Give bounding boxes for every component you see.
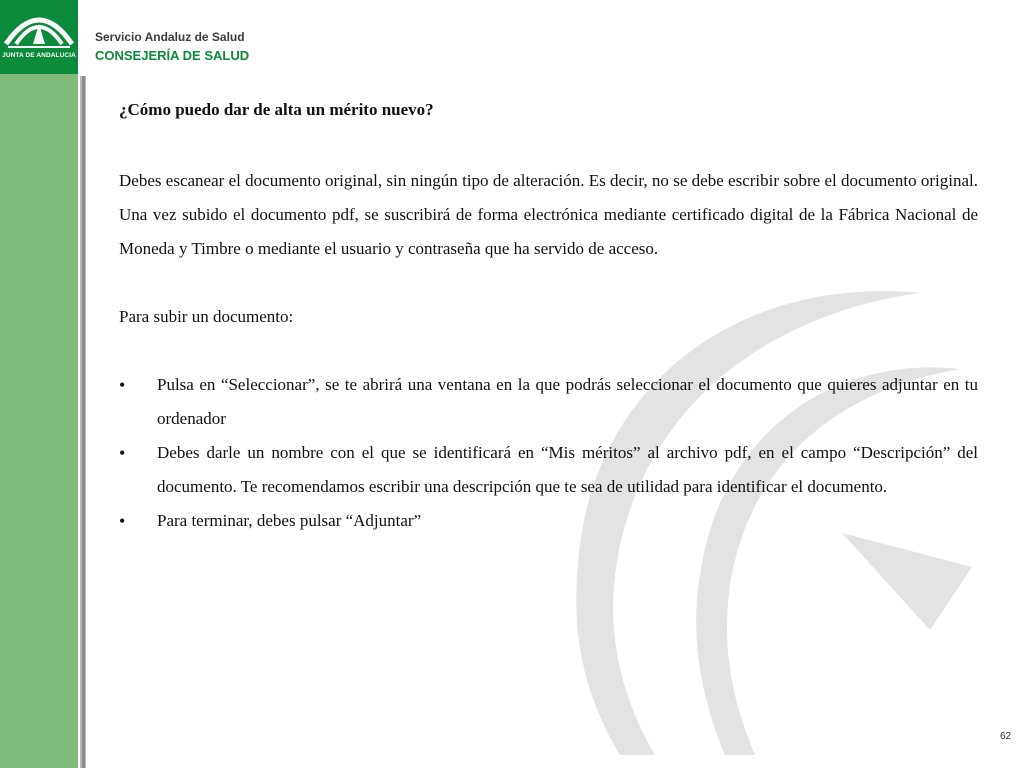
bullet-dot: • xyxy=(119,375,126,395)
org-name-consejeria: CONSEJERÍA DE SALUD xyxy=(95,48,250,63)
bullet-dot: • xyxy=(119,443,126,463)
list-item xyxy=(119,504,978,538)
bullet-dot: • xyxy=(119,511,126,531)
spacer xyxy=(119,334,978,368)
page-title: ¿Cómo puedo dar de alta un mérito nuevo? xyxy=(119,100,434,119)
junta-de-andalucia-arch-icon xyxy=(0,0,78,74)
spacer xyxy=(119,124,978,164)
org-name-servicio: Servicio Andaluz de Salud xyxy=(95,30,245,44)
main-content xyxy=(119,96,978,538)
left-green-bar xyxy=(0,0,78,768)
junta-logo xyxy=(0,0,78,74)
page-number: 62 xyxy=(1000,731,1012,742)
vertical-gray-rule-inner xyxy=(82,76,85,768)
list-item-text: Debes darle un nombre con el que se identificará en “Mis méritos” al archivo pdf, en el campo “Descripción” del documento. Te recomendamos escribir una descripción que te sea de utilidad para identificar el documento. xyxy=(157,443,978,496)
list-item-text: Para terminar, debes pulsar “Adjuntar” xyxy=(157,511,422,530)
intro-paragraph: Debes escanear el documento original, sin ningún tipo de alteración. Es decir, no se debe escribir sobre el documento original. Una vez subido el documento pdf, se suscribirá de forma electrónica mediante certificado digital de la Fábrica Nacional de Moneda y Timbre o mediante el usuario y contraseña que ha servido de acceso. xyxy=(119,171,978,258)
steps-list xyxy=(119,368,978,538)
upload-intro: Para subir un documento: xyxy=(119,307,294,326)
logo-caption: JUNTA DE ANDALUCIA xyxy=(2,52,76,59)
spacer xyxy=(119,266,978,300)
list-item-text: Pulsa en “Seleccionar”, se te abrirá una ventana en la que podrás seleccionar el documento que quieres adjuntar en tu ordenador xyxy=(157,375,978,428)
list-item xyxy=(119,436,978,504)
list-item xyxy=(119,368,978,436)
